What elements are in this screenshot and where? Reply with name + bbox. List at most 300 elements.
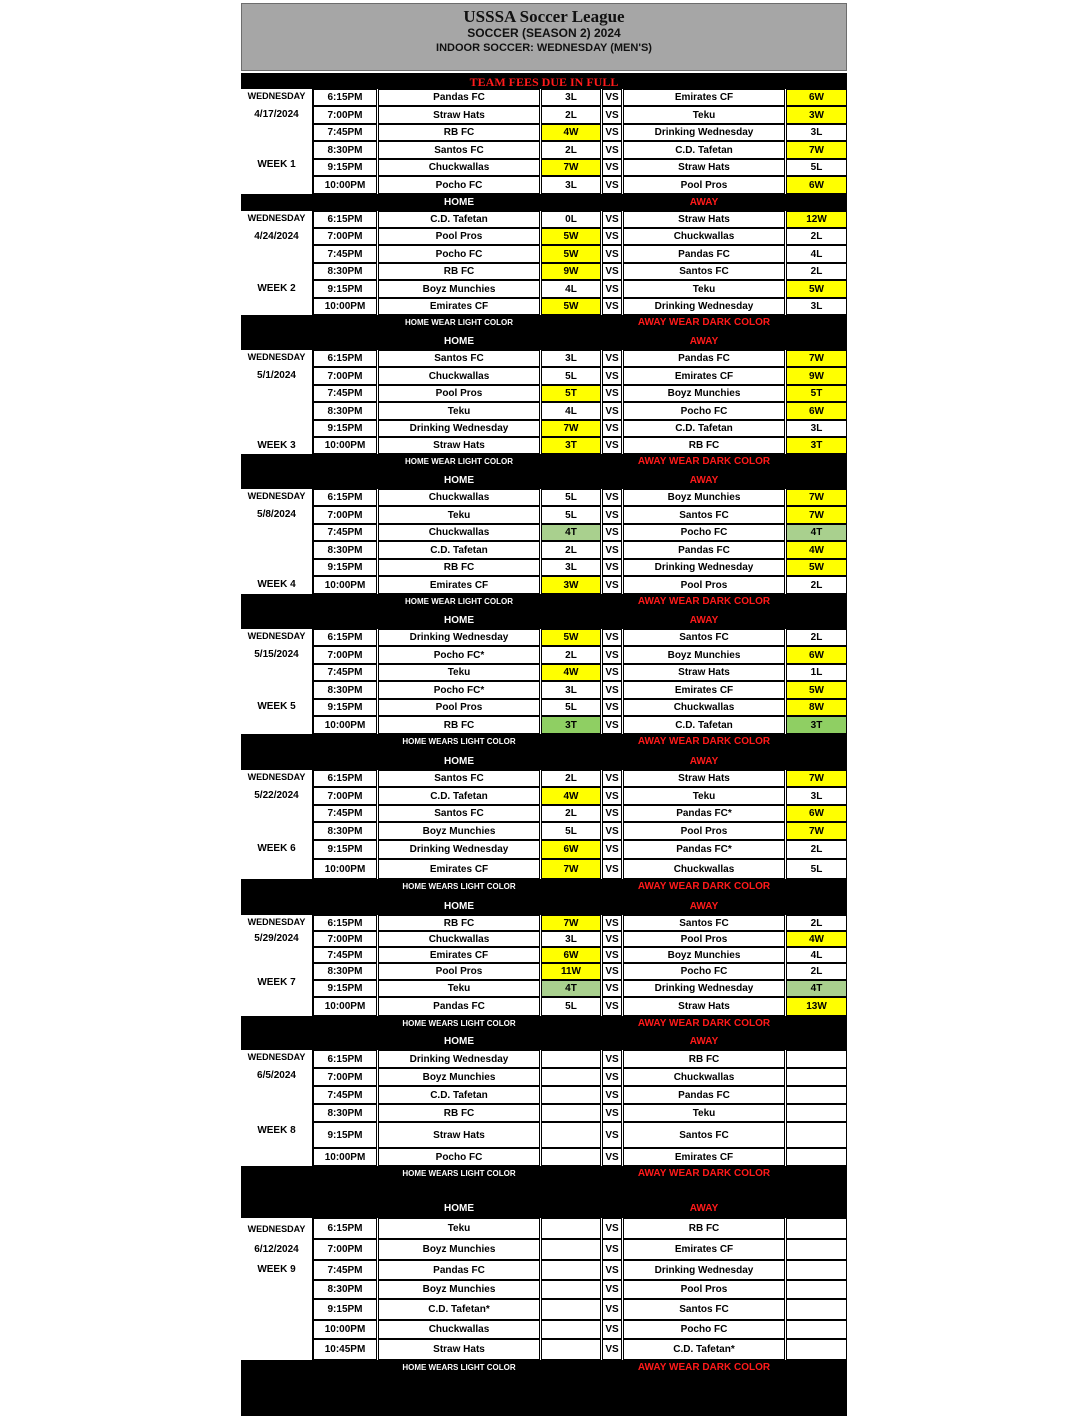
home-team: Teku: [378, 1218, 540, 1239]
versus-label: VS: [602, 1218, 622, 1239]
week-number: WEEK 4: [257, 579, 296, 590]
schedule-table: [241, 73, 847, 1416]
away-team: Straw Hats: [623, 770, 785, 787]
versus-label: VS: [602, 859, 622, 879]
home-score: 9W: [541, 263, 601, 280]
home-team: Teku: [378, 664, 540, 681]
game-row: [313, 664, 847, 681]
versus-label: VS: [602, 629, 622, 646]
home-score: 7W: [541, 859, 601, 879]
away-score: 6W: [786, 646, 847, 664]
home-score: 7W: [541, 915, 601, 931]
home-column-label: HOME: [444, 336, 474, 347]
game-row: [313, 367, 847, 385]
away-uniform-note: AWAY WEAR DARK COLOR: [637, 596, 771, 607]
away-uniform-note: AWAY WEAR DARK COLOR: [637, 456, 771, 467]
home-team: Pandas FC: [378, 1260, 540, 1280]
home-team: RB FC: [378, 263, 540, 280]
game-row: [313, 840, 847, 859]
home-score: 2L: [541, 770, 601, 787]
week-block: [241, 489, 847, 594]
away-score: 3L: [786, 787, 847, 805]
game-time: 7:00PM: [313, 506, 377, 524]
home-uniform-note: HOME WEARS LIGHT COLOR: [402, 882, 516, 891]
away-score: 9W: [786, 367, 847, 385]
home-team: RB FC: [378, 716, 540, 734]
away-score: 5T: [786, 385, 847, 402]
away-score: 3T: [786, 716, 847, 734]
game-time: 6:15PM: [313, 1218, 377, 1239]
home-score: 3T: [541, 437, 601, 454]
away-team: Straw Hats: [623, 211, 785, 228]
season-subtitle: SOCCER (SEASON 2) 2024: [467, 26, 621, 40]
away-team: Pool Pros: [623, 822, 785, 840]
away-team: RB FC: [623, 437, 785, 454]
home-team: Emirates CF: [378, 298, 540, 315]
home-uniform-note: HOME WEARS LIGHT COLOR: [402, 737, 516, 746]
versus-label: VS: [602, 576, 622, 594]
away-score: 2L: [786, 915, 847, 931]
away-team: Pandas FC: [623, 350, 785, 367]
home-score: 5L: [541, 822, 601, 840]
home-score: 6W: [541, 840, 601, 859]
away-score: 2L: [786, 963, 847, 980]
home-team: Pandas FC: [378, 89, 540, 106]
versus-label: VS: [602, 1050, 622, 1068]
home-score: 2L: [541, 805, 601, 822]
away-team: Santos FC: [623, 1299, 785, 1320]
home-score: 5W: [541, 629, 601, 646]
game-time: 7:45PM: [313, 805, 377, 822]
weekday-label: WEDNESDAY: [247, 1052, 306, 1062]
game-date: 4/24/2024: [254, 231, 299, 242]
game-row: [313, 1050, 847, 1068]
game-time: 7:00PM: [313, 106, 377, 124]
versus-label: VS: [602, 1299, 622, 1320]
away-score: 2L: [786, 840, 847, 859]
week-info-column: [241, 770, 313, 879]
game-row: [313, 89, 847, 106]
home-score: 6W: [541, 947, 601, 963]
game-time: 9:15PM: [313, 420, 377, 437]
versus-label: VS: [602, 159, 622, 176]
home-column-label: HOME: [444, 197, 474, 208]
game-row: [313, 980, 847, 997]
home-score: 4L: [541, 402, 601, 420]
away-score: 3W: [786, 106, 847, 124]
away-team: RB FC: [623, 1218, 785, 1239]
away-score: 4W: [786, 541, 847, 559]
week-info-column: [241, 1218, 313, 1360]
away-team: Emirates CF: [623, 367, 785, 385]
away-team: Pocho FC: [623, 1320, 785, 1339]
away-team: Pandas FC*: [623, 805, 785, 822]
game-time: 6:15PM: [313, 915, 377, 931]
away-team: Santos FC: [623, 506, 785, 524]
home-column-label: HOME: [444, 901, 474, 912]
away-team: Drinking Wednesday: [623, 1260, 785, 1280]
away-team: RB FC: [623, 1050, 785, 1068]
game-time: 7:00PM: [313, 787, 377, 805]
away-score: 7W: [786, 141, 847, 159]
home-team: Pocho FC*: [378, 681, 540, 699]
away-score: [786, 1239, 847, 1260]
home-team: Emirates CF: [378, 859, 540, 879]
versus-label: VS: [602, 681, 622, 699]
away-team: Chuckwallas: [623, 699, 785, 716]
away-team: Boyz Munchies: [623, 947, 785, 963]
away-team: Teku: [623, 1104, 785, 1122]
versus-label: VS: [602, 245, 622, 263]
versus-label: VS: [602, 822, 622, 840]
away-column-label: AWAY: [689, 1203, 719, 1214]
home-team: C.D. Tafetan: [378, 1086, 540, 1104]
week-block: [241, 89, 847, 194]
game-row: [313, 963, 847, 980]
game-time: 6:15PM: [313, 89, 377, 106]
versus-label: VS: [602, 699, 622, 716]
home-score: 3L: [541, 350, 601, 367]
versus-label: VS: [602, 402, 622, 420]
away-team: Pool Pros: [623, 576, 785, 594]
versus-label: VS: [602, 1104, 622, 1122]
home-away-header: [241, 1183, 847, 1218]
home-score: 5L: [541, 699, 601, 716]
away-score: 2L: [786, 263, 847, 280]
week-number: WEEK 8: [257, 1125, 296, 1136]
versus-label: VS: [602, 1086, 622, 1104]
week-block: [241, 770, 847, 879]
home-team: Drinking Wednesday: [378, 840, 540, 859]
game-time: 9:15PM: [313, 159, 377, 176]
game-time: 6:15PM: [313, 629, 377, 646]
game-time: 8:30PM: [313, 402, 377, 420]
game-time: 8:30PM: [313, 1104, 377, 1122]
week-number: WEEK 5: [257, 701, 296, 712]
versus-label: VS: [602, 437, 622, 454]
away-score: [786, 1280, 847, 1299]
home-score: 7W: [541, 159, 601, 176]
division-label: INDOOR SOCCER: WEDNESDAY (MEN'S): [436, 42, 652, 54]
versus-label: VS: [602, 263, 622, 280]
home-score: [541, 1260, 601, 1280]
home-score: 3L: [541, 681, 601, 699]
home-score: 2L: [541, 646, 601, 664]
home-score: 5W: [541, 228, 601, 245]
away-team: Drinking Wednesday: [623, 124, 785, 141]
game-time: 9:15PM: [313, 559, 377, 576]
home-away-header: [241, 612, 847, 629]
versus-label: VS: [602, 716, 622, 734]
schedule-sheet: [241, 3, 847, 1405]
weekday-label: WEDNESDAY: [247, 631, 306, 641]
game-time: 10:45PM: [313, 1339, 377, 1360]
home-score: 4W: [541, 664, 601, 681]
home-team: Teku: [378, 402, 540, 420]
game-time: 10:00PM: [313, 1148, 377, 1166]
home-score: 5L: [541, 367, 601, 385]
game-time: 7:00PM: [313, 1239, 377, 1260]
game-row: [313, 576, 847, 594]
versus-label: VS: [602, 420, 622, 437]
home-team: C.D. Tafetan: [378, 211, 540, 228]
game-time: 10:00PM: [313, 437, 377, 454]
home-uniform-note: HOME WEAR LIGHT COLOR: [405, 318, 513, 327]
versus-label: VS: [602, 124, 622, 141]
away-score: [786, 1104, 847, 1122]
uniform-color-band: [241, 454, 847, 472]
home-uniform-note: HOME WEARS LIGHT COLOR: [402, 1019, 516, 1028]
home-team: Boyz Munchies: [378, 1239, 540, 1260]
versus-label: VS: [602, 524, 622, 541]
away-uniform-note: AWAY WEAR DARK COLOR: [637, 1168, 771, 1179]
home-away-header: [241, 333, 847, 350]
versus-label: VS: [602, 559, 622, 576]
away-team: C.D. Tafetan: [623, 420, 785, 437]
away-score: 5W: [786, 559, 847, 576]
away-score: 1L: [786, 664, 847, 681]
game-time: 8:30PM: [313, 141, 377, 159]
versus-label: VS: [602, 1280, 622, 1299]
home-team: Boyz Munchies: [378, 1280, 540, 1299]
versus-label: VS: [602, 541, 622, 559]
game-row: [313, 506, 847, 524]
versus-label: VS: [602, 787, 622, 805]
weekday-label: WEDNESDAY: [247, 772, 306, 782]
week-block: [241, 1218, 847, 1360]
home-score: 7W: [541, 420, 601, 437]
away-team: Emirates CF: [623, 1148, 785, 1166]
home-team: Boyz Munchies: [378, 280, 540, 298]
game-row: [313, 106, 847, 124]
fees-banner: [241, 73, 847, 89]
home-score: [541, 1086, 601, 1104]
versus-label: VS: [602, 646, 622, 664]
versus-label: VS: [602, 1122, 622, 1148]
away-team: C.D. Tafetan: [623, 141, 785, 159]
home-score: [541, 1299, 601, 1320]
game-date: 6/5/2024: [257, 1070, 296, 1081]
game-time: 7:45PM: [313, 1086, 377, 1104]
home-score: [541, 1280, 601, 1299]
week-info-column: [241, 350, 313, 454]
versus-label: VS: [602, 228, 622, 245]
home-uniform-note: HOME WEAR LIGHT COLOR: [405, 457, 513, 466]
away-uniform-note: AWAY WEAR DARK COLOR: [637, 317, 771, 328]
versus-label: VS: [602, 963, 622, 980]
away-team: Santos FC: [623, 1122, 785, 1148]
game-time: 7:45PM: [313, 385, 377, 402]
game-row: [313, 245, 847, 263]
league-header: [241, 3, 847, 71]
away-score: [786, 1320, 847, 1339]
game-row: [313, 385, 847, 402]
home-team: C.D. Tafetan*: [378, 1299, 540, 1320]
uniform-color-band: [241, 1016, 847, 1033]
game-date: 5/1/2024: [257, 370, 296, 381]
home-away-header: [241, 472, 847, 489]
week-block: [241, 915, 847, 1016]
home-score: 0L: [541, 211, 601, 228]
home-team: Chuckwallas: [378, 367, 540, 385]
away-column-label: AWAY: [689, 197, 719, 208]
away-column-label: AWAY: [689, 336, 719, 347]
home-score: [541, 1320, 601, 1339]
away-score: [786, 1260, 847, 1280]
away-score: 7W: [786, 350, 847, 367]
away-score: 6W: [786, 402, 847, 420]
game-row: [313, 1068, 847, 1086]
game-time: 7:00PM: [313, 367, 377, 385]
game-time: 9:15PM: [313, 280, 377, 298]
versus-label: VS: [602, 1239, 622, 1260]
home-team: Straw Hats: [378, 1339, 540, 1360]
home-team: Pocho FC: [378, 1148, 540, 1166]
away-team: Boyz Munchies: [623, 385, 785, 402]
game-row: [313, 859, 847, 879]
versus-label: VS: [602, 980, 622, 997]
home-score: 3W: [541, 576, 601, 594]
away-team: Boyz Munchies: [623, 489, 785, 506]
home-team: C.D. Tafetan: [378, 541, 540, 559]
game-time: 10:00PM: [313, 298, 377, 315]
home-score: [541, 1218, 601, 1239]
home-score: 5T: [541, 385, 601, 402]
away-team: Straw Hats: [623, 997, 785, 1016]
home-score: [541, 1050, 601, 1068]
game-row: [313, 997, 847, 1016]
weekday-label: WEDNESDAY: [247, 1224, 306, 1234]
game-row: [313, 541, 847, 559]
away-team: Pandas FC*: [623, 840, 785, 859]
home-team: Chuckwallas: [378, 1320, 540, 1339]
away-uniform-note: AWAY WEAR DARK COLOR: [637, 1362, 771, 1373]
away-team: Santos FC: [623, 263, 785, 280]
game-row: [313, 1122, 847, 1148]
away-team: Drinking Wednesday: [623, 980, 785, 997]
week-block: [241, 211, 847, 315]
game-time: 10:00PM: [313, 176, 377, 194]
week-number: WEEK 9: [257, 1264, 296, 1275]
game-date: 5/29/2024: [254, 933, 299, 944]
game-row: [313, 1218, 847, 1239]
versus-label: VS: [602, 280, 622, 298]
away-score: 12W: [786, 211, 847, 228]
away-team: Pocho FC: [623, 524, 785, 541]
versus-label: VS: [602, 298, 622, 315]
away-score: 6W: [786, 176, 847, 194]
away-score: 4T: [786, 524, 847, 541]
away-score: 7W: [786, 770, 847, 787]
home-away-header: [241, 194, 847, 211]
game-time: 8:30PM: [313, 541, 377, 559]
away-uniform-note: AWAY WEAR DARK COLOR: [637, 736, 771, 747]
uniform-color-band: [241, 879, 847, 898]
away-score: 5W: [786, 280, 847, 298]
home-team: Teku: [378, 506, 540, 524]
uniform-color-band: [241, 315, 847, 333]
versus-label: VS: [602, 915, 622, 931]
game-row: [313, 805, 847, 822]
weekday-label: WEDNESDAY: [247, 917, 306, 927]
game-row: [313, 524, 847, 541]
home-column-label: HOME: [444, 756, 474, 767]
home-team: Pool Pros: [378, 228, 540, 245]
home-score: 4T: [541, 980, 601, 997]
game-row: [313, 1239, 847, 1260]
home-team: Chuckwallas: [378, 489, 540, 506]
home-team: Straw Hats: [378, 106, 540, 124]
home-score: 5W: [541, 298, 601, 315]
home-team: Chuckwallas: [378, 524, 540, 541]
week-number: WEEK 7: [257, 977, 296, 988]
game-time: 9:15PM: [313, 1299, 377, 1320]
game-time: 10:00PM: [313, 859, 377, 879]
home-score: 4T: [541, 524, 601, 541]
game-time: 7:00PM: [313, 931, 377, 947]
game-row: [313, 1086, 847, 1104]
away-team: Emirates CF: [623, 89, 785, 106]
home-team: Santos FC: [378, 141, 540, 159]
home-score: 4W: [541, 124, 601, 141]
versus-label: VS: [602, 89, 622, 106]
home-score: [541, 1239, 601, 1260]
game-row: [313, 1339, 847, 1360]
away-column-label: AWAY: [689, 475, 719, 486]
week-block: [241, 629, 847, 734]
away-column-label: AWAY: [689, 901, 719, 912]
versus-label: VS: [602, 997, 622, 1016]
home-team: Straw Hats: [378, 1122, 540, 1148]
home-score: 5L: [541, 506, 601, 524]
game-time: 7:45PM: [313, 124, 377, 141]
home-column-label: HOME: [444, 475, 474, 486]
away-score: 8W: [786, 699, 847, 716]
versus-label: VS: [602, 106, 622, 124]
week-number: WEEK 3: [257, 440, 296, 451]
home-uniform-note: HOME WEARS LIGHT COLOR: [402, 1169, 516, 1178]
home-team: Pandas FC: [378, 997, 540, 1016]
home-away-header: [241, 753, 847, 770]
game-time: 7:00PM: [313, 646, 377, 664]
away-score: [786, 1086, 847, 1104]
away-score: 13W: [786, 997, 847, 1016]
away-uniform-note: AWAY WEAR DARK COLOR: [637, 1018, 771, 1029]
home-away-header: [241, 1033, 847, 1050]
game-time: 7:00PM: [313, 1068, 377, 1086]
away-column-label: AWAY: [689, 1036, 719, 1047]
home-team: Boyz Munchies: [378, 1068, 540, 1086]
versus-label: VS: [602, 840, 622, 859]
game-date: 4/17/2024: [254, 109, 299, 120]
week-info-column: [241, 89, 313, 194]
away-team: Straw Hats: [623, 159, 785, 176]
home-score: 11W: [541, 963, 601, 980]
uniform-color-band: [241, 594, 847, 612]
home-team: Emirates CF: [378, 576, 540, 594]
game-date: 5/15/2024: [254, 649, 299, 660]
home-score: 5W: [541, 245, 601, 263]
week-block: [241, 1050, 847, 1166]
versus-label: VS: [602, 211, 622, 228]
week-number: WEEK 6: [257, 843, 296, 854]
uniform-color-band: [241, 1360, 847, 1376]
game-row: [313, 646, 847, 664]
game-time: 8:30PM: [313, 263, 377, 280]
league-title: USSSA Soccer League: [463, 7, 625, 26]
versus-label: VS: [602, 947, 622, 963]
away-team: Pool Pros: [623, 931, 785, 947]
